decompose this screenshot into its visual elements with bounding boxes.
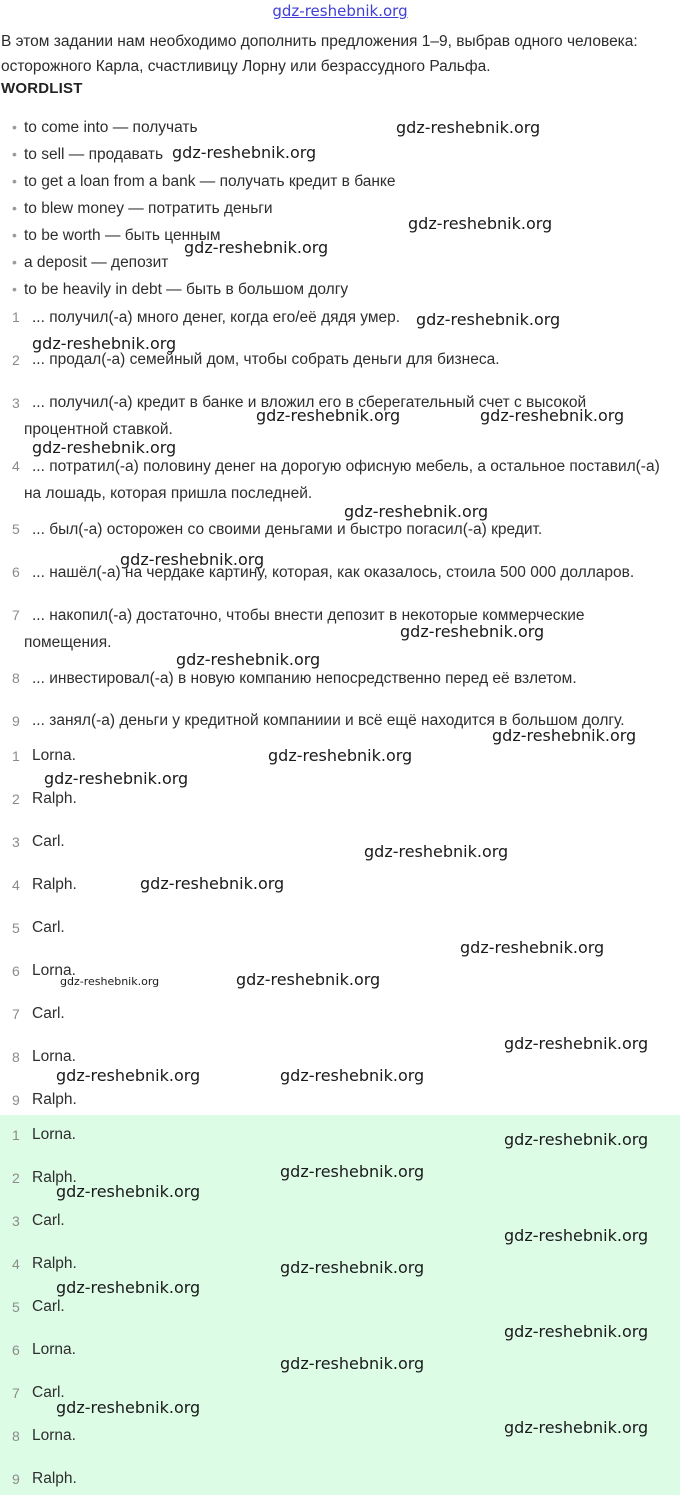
answer-number: 1: [12, 748, 20, 764]
watermark: gdz-reshebnik.org: [280, 1066, 425, 1085]
sentence-number: 1: [12, 309, 20, 325]
watermark: gdz-reshebnik.org: [408, 214, 553, 233]
sentence-text: ... занял(-а) деньги у кредитной компаниии и всё ещё находится в большом долгу.: [32, 712, 625, 729]
watermark: gdz-reshebnik.org: [504, 1418, 649, 1437]
sentence-number: 9: [12, 713, 20, 729]
answer-text: Carl.: [32, 1005, 65, 1022]
answer-text: Lorna.: [32, 962, 76, 979]
watermark: gdz-reshebnik.org: [504, 1322, 649, 1341]
answer-number: 9: [12, 1471, 20, 1487]
sentence-number: 4: [12, 458, 20, 474]
wordlist-item: • to get a loan from a bank — получать кредит в банке: [12, 168, 396, 195]
wordlist-item: • to be worth — быть ценным: [12, 222, 396, 249]
site-title-link[interactable]: gdz-reshebnik.org: [272, 2, 408, 20]
answer-text: Lorna.: [32, 1427, 76, 1444]
bullet-icon: •: [12, 254, 17, 270]
watermark: gdz-reshebnik.org: [280, 1162, 425, 1181]
watermark: gdz-reshebnik.org: [396, 118, 541, 137]
answer-number: 3: [12, 1213, 20, 1229]
watermark: gdz-reshebnik.org: [268, 746, 413, 765]
bullet-icon: •: [12, 119, 17, 135]
task-intro: В этом задании нам необходимо дополнить предложения 1–9, выбрав одного человека: осторожного Карла, счастливицу Лорну или безрассудного Ральфа.: [1, 33, 638, 75]
watermark: gdz-reshebnik.org: [56, 1066, 201, 1085]
watermark: gdz-reshebnik.org: [492, 726, 637, 745]
bullet-icon: •: [12, 281, 17, 297]
wordlist-item: • to sell — продавать: [12, 141, 396, 168]
watermark: gdz-reshebnik.org: [280, 1354, 425, 1373]
answer-number: 8: [12, 1428, 20, 1444]
sentence-text: ... получил(-а) кредит в банке и вложил его в сберегательный счет с высокой процентной ставкой.: [24, 394, 587, 438]
bullet-icon: •: [12, 227, 17, 243]
sentence-text: ... потратил(-а) половину денег на дорогую офисную мебель, а остальное поставил(-а) на лошадь, которая пришла последней.: [24, 458, 660, 502]
watermark: gdz-reshebnik.org: [460, 938, 605, 957]
answer-number: 2: [12, 1170, 20, 1186]
watermark: gdz-reshebnik.org: [364, 842, 509, 861]
answer-text: Ralph.: [32, 790, 77, 807]
answer-text: Carl.: [32, 1212, 65, 1229]
watermark: gdz-reshebnik.org: [504, 1130, 649, 1149]
sentence-text: ... нашёл(-а) на чердаке картину, которая, как оказалось, стоила 500 000 долларов.: [32, 564, 635, 581]
answer-text: Ralph.: [32, 876, 77, 893]
watermark: gdz-reshebnik.org: [480, 406, 625, 425]
watermark: gdz-reshebnik.org: [32, 438, 177, 457]
watermark: gdz-reshebnik.org: [44, 769, 189, 788]
sentence-number: 2: [12, 352, 20, 368]
wordlist-item: • to come into — получать: [12, 114, 396, 141]
answer-text: Carl.: [32, 1384, 65, 1401]
answer-text: Lorna.: [32, 1048, 76, 1065]
sentence-text: ... получил(-а) много денег, когда его/её дядя умер.: [32, 309, 401, 326]
answer-number: 1: [12, 1127, 20, 1143]
answer-text: Ralph.: [32, 1255, 77, 1272]
sentence-text: ... продал(-а) семейный дом, чтобы собрать деньги для бизнеса.: [32, 351, 500, 368]
answer-number: 6: [12, 963, 20, 979]
answer-text: Lorna.: [32, 1341, 76, 1358]
sentence-text: ... был(-а) осторожен со своими деньгами и быстро погасил(-а) кредит.: [32, 521, 543, 538]
answer-number: 9: [12, 1092, 20, 1108]
watermark: gdz-reshebnik.org: [176, 650, 321, 669]
answer-number: 7: [12, 1385, 20, 1401]
bullet-icon: •: [12, 173, 17, 189]
sentence-number: 3: [12, 395, 20, 411]
bullet-icon: •: [12, 200, 17, 216]
watermark: gdz-reshebnik.org: [504, 1226, 649, 1245]
watermark: gdz-reshebnik.org: [172, 143, 317, 162]
watermark: gdz-reshebnik.org: [56, 1182, 201, 1201]
answer-number: 2: [12, 791, 20, 807]
sentence-number: 8: [12, 670, 20, 686]
answer-number: 5: [12, 1299, 20, 1315]
answer-text: Ralph.: [32, 1470, 77, 1487]
answer-number: 7: [12, 1006, 20, 1022]
sentence-text: ... накопил(-а) достаточно, чтобы внести депозит в некоторые коммерческие помещения.: [24, 607, 585, 651]
answer-number: 4: [12, 877, 20, 893]
wordlist-item: • to blew money — потратить деньги: [12, 195, 396, 222]
watermark: gdz-reshebnik.org: [120, 550, 265, 569]
answer-text: Lorna.: [32, 1126, 76, 1143]
sentence-number: 6: [12, 564, 20, 580]
answer-text: Carl.: [32, 833, 65, 850]
answer-number: 5: [12, 920, 20, 936]
answer-number: 8: [12, 1049, 20, 1065]
answer-number: 3: [12, 834, 20, 850]
watermark: gdz-reshebnik.org: [280, 1258, 425, 1277]
watermark: gdz-reshebnik.org: [56, 1398, 201, 1417]
watermark: gdz-reshebnik.org: [504, 1034, 649, 1053]
watermark: gdz-reshebnik.org: [236, 970, 381, 989]
watermark: gdz-reshebnik.org: [56, 1278, 201, 1297]
answer-number: 6: [12, 1342, 20, 1358]
watermark: gdz-reshebnik.org: [256, 406, 401, 425]
wordlist-item: • a deposit — депозит: [12, 249, 396, 276]
sentence-text: ... инвестировал(-а) в новую компанию непосредственно перед её взлетом.: [32, 670, 577, 687]
answer-text: Ralph.: [32, 1169, 77, 1186]
watermark: gdz-reshebnik.org: [140, 874, 285, 893]
watermark: gdz-reshebnik.org: [344, 502, 489, 521]
answer-text: Ralph.: [32, 1091, 77, 1108]
watermark: gdz-reshebnik.org: [416, 310, 561, 329]
answer-number: 4: [12, 1256, 20, 1272]
wordlist-item: • to be heavily in debt — быть в большом долгу: [12, 276, 396, 303]
wordlist-heading: WORDLIST: [1, 80, 83, 97]
watermark: gdz-reshebnik.org: [184, 238, 329, 257]
answer-text: Lorna.: [32, 747, 76, 764]
answer-text: Carl.: [32, 1298, 65, 1315]
answer-text: Carl.: [32, 919, 65, 936]
bullet-icon: •: [12, 146, 17, 162]
sentence-number: 7: [12, 607, 20, 623]
watermark: gdz-reshebnik.org: [60, 975, 160, 988]
watermark: gdz-reshebnik.org: [32, 334, 177, 353]
sentence-number: 5: [12, 521, 20, 537]
watermark: gdz-reshebnik.org: [400, 622, 545, 641]
